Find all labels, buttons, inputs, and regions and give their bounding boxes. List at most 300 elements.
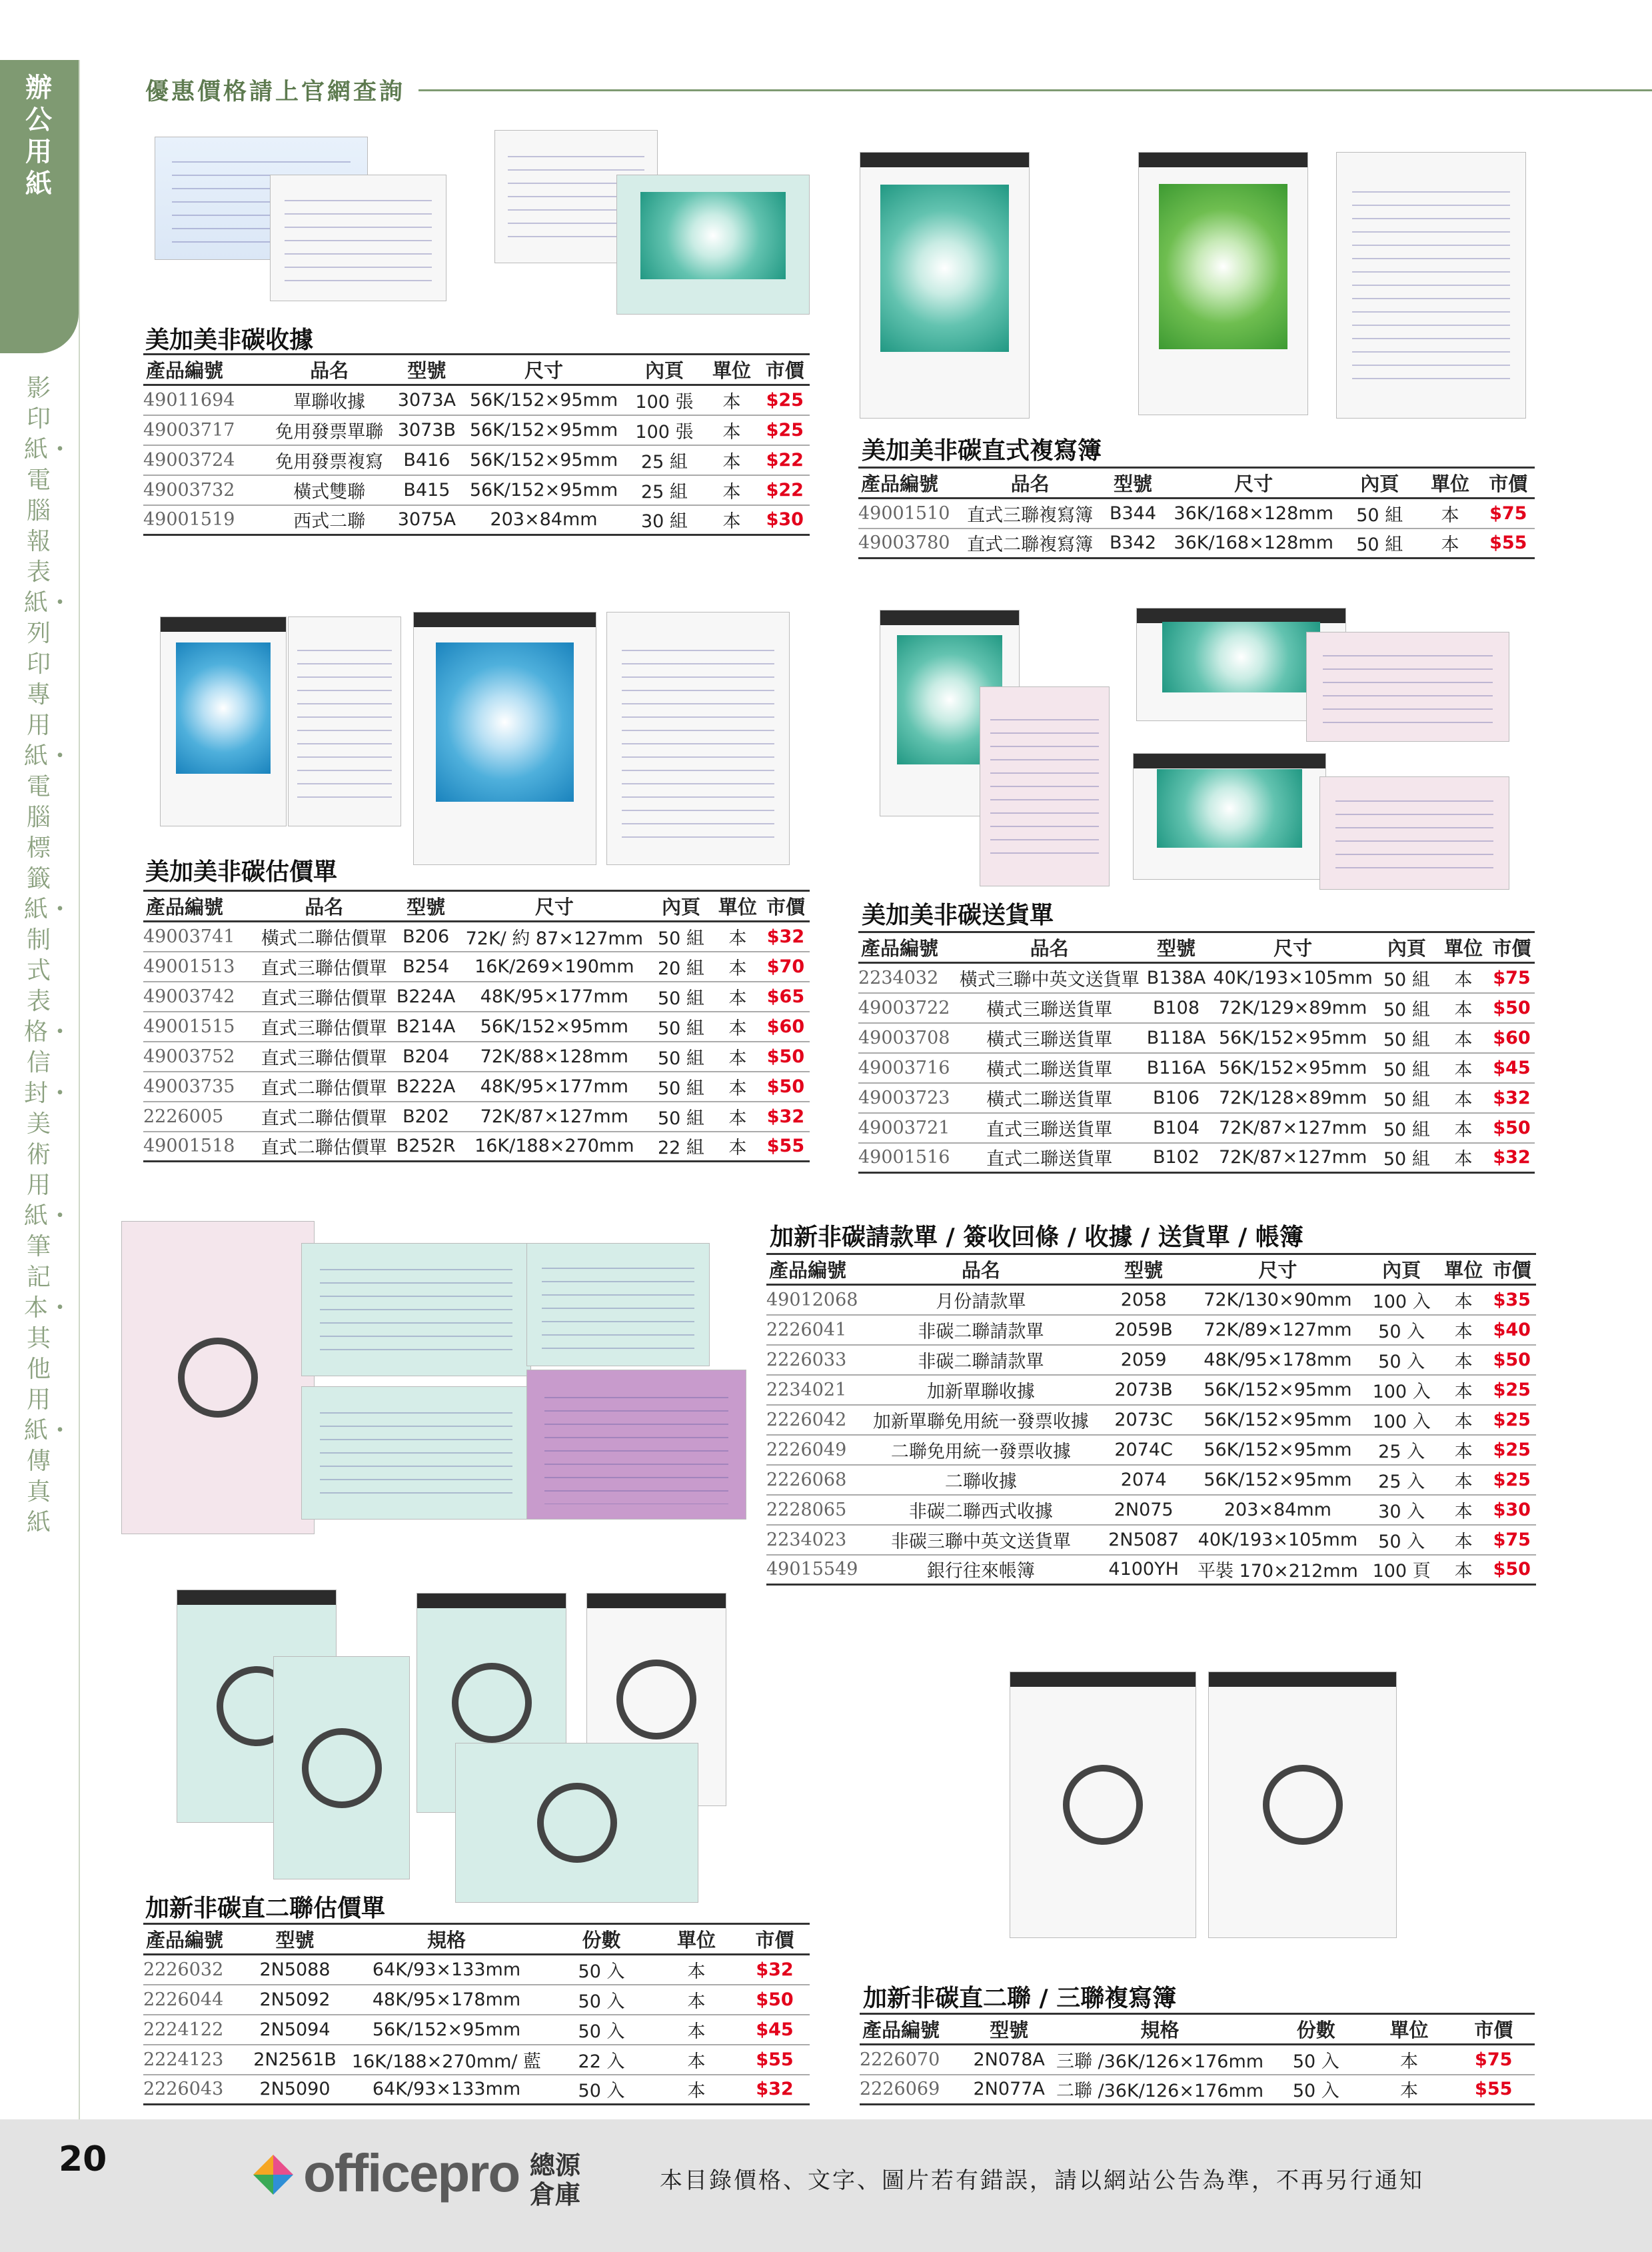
- product-code: 2226032: [143, 1955, 247, 1985]
- column-header: 品名: [257, 891, 392, 922]
- table-cell: 三聯 /36K/126×176mm: [1054, 2045, 1266, 2075]
- price: $75: [1489, 963, 1535, 993]
- price: $32: [740, 1955, 810, 1985]
- table-cell: 48K/95×177mm: [460, 1072, 649, 1102]
- price: $40: [1488, 1315, 1536, 1345]
- table-cell: 免用發票單聯: [267, 415, 391, 445]
- column-header: 市價: [760, 355, 810, 385]
- table-header-row: [143, 355, 810, 385]
- form-lines: [542, 1256, 694, 1353]
- column-header: 市價: [1452, 2014, 1535, 2045]
- price: $32: [1489, 1143, 1535, 1173]
- chashin-logo-icon: [1263, 1765, 1343, 1845]
- table-cell: 本: [1439, 1525, 1487, 1555]
- column-header: 尺寸: [1192, 1254, 1364, 1285]
- cover-art: [1159, 184, 1287, 349]
- section-title-chashin-estimates: 加新非碳直二聯估價單: [145, 1895, 386, 1922]
- table-cell: 直式二聯估價單: [257, 1102, 392, 1132]
- table-row: [143, 2045, 810, 2075]
- table-cell: 25 入: [1363, 1465, 1439, 1495]
- form-lines: [622, 638, 774, 839]
- table-cell: 2N075: [1096, 1495, 1192, 1525]
- table-cell: 56K/152×95mm: [343, 2015, 550, 2045]
- table-cell: 16K/188×270mm: [460, 1132, 649, 1162]
- product-table-delivery: [858, 931, 1535, 1174]
- product-image-36k-duplicate-book: [1138, 152, 1308, 415]
- book-binding: [587, 1594, 726, 1608]
- table-cell: 72K/128×89mm: [1210, 1083, 1375, 1113]
- form-lines: [990, 707, 1098, 866]
- table-cell: B138A: [1142, 963, 1211, 993]
- table-cell: 本: [653, 2015, 740, 2045]
- table-cell: 50 組: [648, 1102, 714, 1132]
- table-cell: 本: [1365, 2075, 1452, 2105]
- product-image-40k-delivery-inner: [1306, 632, 1509, 742]
- column-header: 型號: [964, 2014, 1054, 2045]
- price: $25: [1488, 1435, 1536, 1465]
- form-lines: [285, 188, 432, 288]
- table-cell: 50 入: [550, 2015, 653, 2045]
- column-header: 產品編號: [858, 932, 957, 963]
- price: $45: [1489, 1053, 1535, 1083]
- table-row: [143, 1042, 810, 1072]
- chashin-logo-icon: [452, 1663, 532, 1743]
- table-row: [858, 963, 1535, 993]
- table-cell: 50 組: [1375, 1113, 1438, 1143]
- table-cell: 直式三聯估價單: [257, 1012, 392, 1042]
- page-number: 20: [59, 2139, 107, 2179]
- table-cell: 22 入: [550, 2045, 653, 2075]
- table-cell: 銀行往來帳簿: [866, 1555, 1096, 1585]
- table-row: [143, 1012, 810, 1042]
- table-cell: 72K/89×127mm: [1192, 1315, 1364, 1345]
- table-row: [143, 1102, 810, 1132]
- column-header: 市價: [740, 1924, 810, 1955]
- product-image-invoice-receipt: [270, 175, 446, 301]
- table-cell: 本: [653, 2075, 740, 2105]
- product-code: 49001510: [858, 499, 960, 529]
- table-cell: 50 入: [1363, 1345, 1439, 1375]
- column-header: 產品編號: [143, 1924, 247, 1955]
- product-code: 49003780: [858, 529, 960, 559]
- price: $50: [1489, 1113, 1535, 1143]
- table-cell: 橫式二聯送貨單: [957, 1053, 1142, 1083]
- table-cell: 直式二聯送貨單: [957, 1143, 1142, 1173]
- table-cell: 本: [714, 922, 762, 952]
- product-image-2n5092: [273, 1656, 410, 1879]
- product-code: 2226041: [766, 1315, 866, 1345]
- table-cell: 100 入: [1363, 1405, 1439, 1435]
- book-binding: [1209, 1672, 1396, 1687]
- table-cell: 本: [1439, 1465, 1487, 1495]
- table-row: [858, 1023, 1535, 1053]
- product-table-receipts: [143, 353, 810, 536]
- product-image-16k-estimate: [413, 612, 596, 865]
- book-binding: [880, 610, 1019, 625]
- table-row: [858, 1143, 1535, 1173]
- column-header: 型號: [392, 891, 460, 922]
- table-cell: 56K/152×95mm: [1192, 1465, 1364, 1495]
- book-binding: [1137, 608, 1345, 623]
- table-cell: 50 入: [1266, 2045, 1365, 2075]
- book-binding: [1134, 754, 1325, 768]
- chashin-logo-icon: [616, 1660, 696, 1739]
- table-cell: B108: [1142, 993, 1211, 1023]
- table-row: [766, 1375, 1536, 1405]
- table-cell: 56K/152×95mm: [462, 385, 626, 415]
- table-cell: 56K/152×95mm: [462, 415, 626, 445]
- table-cell: 本: [714, 1102, 762, 1132]
- table-cell: B206: [392, 922, 460, 952]
- table-cell: 3073A: [391, 385, 462, 415]
- table-row: [766, 1465, 1536, 1495]
- table-row: [766, 1495, 1536, 1525]
- product-table-chashin-forms: [766, 1253, 1536, 1586]
- price: $32: [740, 2075, 810, 2105]
- table-row: [766, 1555, 1536, 1585]
- table-cell: 16K/269×190mm: [460, 952, 649, 982]
- product-code: 49003721: [858, 1113, 957, 1143]
- table-cell: 100 張: [625, 415, 703, 445]
- product-table-chashin-books: [860, 2013, 1535, 2105]
- table-cell: 2N5094: [247, 2015, 343, 2045]
- column-header: 市價: [1489, 932, 1535, 963]
- column-header: 市價: [762, 891, 810, 922]
- column-header: 型號: [1100, 468, 1166, 499]
- book-binding: [177, 1590, 336, 1605]
- column-header: 產品編號: [860, 2014, 964, 2045]
- table-cell: B344: [1100, 499, 1166, 529]
- form-lines: [297, 638, 391, 804]
- price: $50: [1488, 1345, 1536, 1375]
- table-row: [766, 1525, 1536, 1555]
- product-code: 49003717: [143, 415, 267, 445]
- table-cell: 本: [1438, 1113, 1489, 1143]
- table-cell: B222A: [392, 1072, 460, 1102]
- product-code: 2226070: [860, 2045, 964, 2075]
- table-row: [858, 499, 1535, 529]
- table-cell: B342: [1100, 529, 1166, 559]
- table-cell: 2N2561B: [247, 2045, 343, 2075]
- table-cell: 加新單聯免用統一發票收據: [866, 1405, 1096, 1435]
- table-cell: 100 入: [1363, 1285, 1439, 1315]
- product-code: 49003732: [143, 475, 267, 505]
- table-cell: B214A: [392, 1012, 460, 1042]
- table-cell: 本: [1439, 1495, 1487, 1525]
- product-code: 2226049: [766, 1435, 866, 1465]
- table-cell: 203×84mm: [462, 505, 626, 535]
- form-lines: [1352, 179, 1511, 391]
- product-code: 49003722: [858, 993, 957, 1023]
- table-cell: 本: [1439, 1285, 1487, 1315]
- table-header-row: [766, 1254, 1536, 1285]
- table-cell: 203×84mm: [1192, 1495, 1364, 1525]
- table-cell: 30 組: [625, 505, 703, 535]
- table-cell: 25 入: [1363, 1435, 1439, 1465]
- product-code: 49003708: [858, 1023, 957, 1053]
- table-row: [858, 993, 1535, 1023]
- price: $32: [762, 1102, 810, 1132]
- table-cell: 本: [714, 1132, 762, 1162]
- product-code: 49001519: [143, 505, 267, 535]
- product-code: 2226069: [860, 2075, 964, 2105]
- table-row: [143, 475, 810, 505]
- price: $55: [1482, 529, 1535, 559]
- price: $60: [762, 1012, 810, 1042]
- product-code: 2226005: [143, 1102, 257, 1132]
- table-row: [143, 385, 810, 415]
- table-row: [766, 1435, 1536, 1465]
- product-code: 2228065: [766, 1495, 866, 1525]
- table-cell: 直式二聯估價單: [257, 1132, 392, 1162]
- table-cell: 36K/168×128mm: [1166, 529, 1341, 559]
- table-cell: 2073C: [1096, 1405, 1192, 1435]
- product-code: 49001516: [858, 1143, 957, 1173]
- table-cell: 本: [703, 505, 760, 535]
- table-cell: 2N077A: [964, 2075, 1054, 2105]
- table-cell: 月份請款單: [866, 1285, 1096, 1315]
- column-header: 份數: [1266, 2014, 1365, 2045]
- table-cell: 2059B: [1096, 1315, 1192, 1345]
- table-cell: 本: [1418, 529, 1481, 559]
- product-image-monthly-request: [526, 1370, 746, 1520]
- section-title-chashin-books: 加新非碳直二聯 / 三聯複寫簿: [863, 1985, 1177, 2012]
- table-cell: 50 入: [1363, 1315, 1439, 1345]
- form-lines: [1323, 643, 1493, 730]
- table-cell: 25 組: [625, 475, 703, 505]
- book-binding: [1010, 1672, 1196, 1687]
- table-cell: 20 組: [648, 952, 714, 982]
- table-cell: 56K/152×95mm: [1210, 1023, 1375, 1053]
- product-image-2n078a: [1010, 1672, 1196, 1938]
- column-header: 型號: [247, 1924, 343, 1955]
- table-cell: 直式三聯送貨單: [957, 1113, 1142, 1143]
- table-cell: 本: [1438, 963, 1489, 993]
- table-cell: 平裝 170×212mm: [1192, 1555, 1364, 1585]
- column-header: 內頁: [1341, 468, 1418, 499]
- table-cell: 本: [703, 385, 760, 415]
- table-cell: 非碳二聯請款單: [866, 1345, 1096, 1375]
- table-cell: 30 入: [1363, 1495, 1439, 1525]
- product-code: 2234032: [858, 963, 957, 993]
- logo-subtext-bottom: 倉庫: [530, 2180, 581, 2209]
- product-image-16k-estimate-inner: [606, 612, 790, 865]
- form-lines: [320, 1257, 512, 1362]
- product-code: 49003723: [858, 1083, 957, 1113]
- table-cell: 50 組: [1375, 1053, 1438, 1083]
- table-cell: 56K/152×95mm: [1192, 1435, 1364, 1465]
- book-binding: [417, 1594, 566, 1608]
- table-cell: 2074C: [1096, 1435, 1192, 1465]
- table-cell: 橫式三聯送貨單: [957, 993, 1142, 1023]
- side-divider: [79, 60, 80, 2119]
- table-cell: 本: [1439, 1315, 1487, 1345]
- price: $25: [760, 385, 810, 415]
- table-row: [143, 505, 810, 535]
- price: $45: [740, 2015, 810, 2045]
- product-image-56k-delivery-inner: [1319, 776, 1509, 890]
- column-header: 單位: [653, 1924, 740, 1955]
- table-cell: 56K/152×95mm: [462, 445, 626, 475]
- section-title-copy-books: 美加美非碳直式複寫簿: [862, 437, 1102, 465]
- table-cell: 72K/129×89mm: [1210, 993, 1375, 1023]
- book-binding: [161, 617, 286, 632]
- table-cell: 72K/87×127mm: [1210, 1113, 1375, 1143]
- product-image-56k-delivery: [1133, 753, 1326, 880]
- product-code: 2234023: [766, 1525, 866, 1555]
- form-lines: [1335, 788, 1494, 878]
- table-cell: 72K/130×90mm: [1192, 1285, 1364, 1315]
- table-cell: 2N5087: [1096, 1525, 1192, 1555]
- price: $50: [762, 1072, 810, 1102]
- product-code: 2226068: [766, 1465, 866, 1495]
- table-cell: 50 組: [1375, 993, 1438, 1023]
- column-header: 內頁: [625, 355, 703, 385]
- table-cell: B202: [392, 1102, 460, 1132]
- cover-art: [436, 642, 574, 801]
- table-cell: 50 組: [1341, 529, 1418, 559]
- table-cell: 本: [703, 475, 760, 505]
- column-header: 單位: [1439, 1254, 1487, 1285]
- table-cell: 40K/193×105mm: [1210, 963, 1375, 993]
- table-cell: 非碳二聯請款單: [866, 1315, 1096, 1345]
- table-row: [143, 445, 810, 475]
- table-cell: 非碳三聯中英文送貨單: [866, 1525, 1096, 1555]
- section-title-delivery: 美加美非碳送貨單: [862, 902, 1054, 929]
- table-cell: 40K/193×105mm: [1192, 1525, 1364, 1555]
- table-cell: 50 入: [550, 1985, 653, 2015]
- table-cell: 50 入: [1363, 1525, 1439, 1555]
- table-cell: 本: [1438, 1023, 1489, 1053]
- book-binding: [1139, 153, 1307, 167]
- column-header: 品名: [267, 355, 391, 385]
- price: $50: [1488, 1555, 1536, 1585]
- footer-disclaimer: 本目錄價格、文字、圖片若有錯誤，請以網站公告為準，不再另行通知: [660, 2167, 1424, 2194]
- cover-art: [880, 185, 1008, 352]
- table-cell: 3075A: [391, 505, 462, 535]
- table-cell: 100 頁: [1363, 1555, 1439, 1585]
- table-cell: 2N078A: [964, 2045, 1054, 2075]
- category-subtitle: 影印紙・電腦報表紙・列印專用紙・電腦標籤紙・制式表格・信封・美術用紙・筆記本・其他用紙・傳真紙: [24, 375, 73, 1536]
- column-header: 品名: [957, 932, 1142, 963]
- table-cell: 2N5090: [247, 2075, 343, 2105]
- cover-art: [1162, 622, 1321, 692]
- product-code: 2226044: [143, 1985, 247, 2015]
- price: $55: [762, 1132, 810, 1162]
- column-header: 產品編號: [143, 355, 267, 385]
- table-header-row: [860, 2014, 1535, 2045]
- column-header: 尺寸: [460, 891, 649, 922]
- column-header: 尺寸: [462, 355, 626, 385]
- table-cell: B224A: [392, 982, 460, 1012]
- chashin-logo-icon: [302, 1728, 382, 1808]
- logo-text: officepro: [303, 2143, 520, 2203]
- table-cell: 本: [1439, 1555, 1487, 1585]
- column-header: 單位: [703, 355, 760, 385]
- price: $32: [762, 922, 810, 952]
- table-cell: 橫式三聯中英文送貨單: [957, 963, 1142, 993]
- table-cell: 25 組: [625, 445, 703, 475]
- category-title: 辦公用紙: [25, 73, 52, 199]
- product-image-2n5090: [455, 1743, 698, 1903]
- column-header: 市價: [1488, 1254, 1536, 1285]
- table-cell: 直式三聯估價單: [257, 952, 392, 982]
- table-cell: 橫式二聯估價單: [257, 922, 392, 952]
- table-row: [143, 1132, 810, 1162]
- table-row: [143, 2075, 810, 2105]
- table-cell: 50 組: [1341, 499, 1418, 529]
- table-cell: B118A: [1142, 1023, 1211, 1053]
- table-row: [858, 1113, 1535, 1143]
- page-header: [145, 73, 1652, 107]
- header-rule: [418, 89, 1652, 91]
- section-title-receipts: 美加美非碳收據: [145, 327, 314, 354]
- product-image-36k-triplicate-book: [860, 152, 1030, 419]
- table-cell: 本: [1439, 1435, 1487, 1465]
- table-header-row: [858, 932, 1535, 963]
- column-header: 規格: [343, 1924, 550, 1955]
- product-image-request-form: [121, 1221, 315, 1534]
- table-cell: 50 組: [648, 1042, 714, 1072]
- table-cell: 加新單聯收據: [866, 1375, 1096, 1405]
- table-cell: 橫式二聯送貨單: [957, 1083, 1142, 1113]
- table-cell: 56K/152×95mm: [462, 475, 626, 505]
- officepro-logo-icon: [247, 2151, 300, 2198]
- table-row: [858, 1053, 1535, 1083]
- column-header: 份數: [550, 1924, 653, 1955]
- table-cell: 本: [653, 1955, 740, 1985]
- table-cell: 直式二聯複寫簿: [960, 529, 1099, 559]
- table-cell: 2073B: [1096, 1375, 1192, 1405]
- table-row: [143, 1985, 810, 2015]
- table-cell: 本: [1365, 2045, 1452, 2075]
- table-cell: 2N5088: [247, 1955, 343, 1985]
- table-cell: 本: [703, 445, 760, 475]
- table-cell: 二聯 /36K/126×176mm: [1054, 2075, 1266, 2105]
- table-row: [860, 2075, 1535, 2105]
- cover-art: [640, 192, 786, 279]
- table-cell: B415: [391, 475, 462, 505]
- table-cell: 本: [714, 1012, 762, 1042]
- book-binding: [414, 612, 596, 627]
- table-cell: 36K/168×128mm: [1166, 499, 1341, 529]
- column-header: 內頁: [1375, 932, 1438, 963]
- product-image-2074c-receipt: [301, 1386, 531, 1520]
- price: $70: [762, 952, 810, 982]
- table-row: [858, 1083, 1535, 1113]
- product-code: 2226042: [766, 1405, 866, 1435]
- table-cell: 西式二聯: [267, 505, 391, 535]
- table-row: [766, 1285, 1536, 1315]
- product-code: 49003741: [143, 922, 257, 952]
- table-cell: 本: [703, 415, 760, 445]
- product-image-book-inner-page: [1336, 152, 1526, 419]
- table-cell: 直式三聯估價單: [257, 1042, 392, 1072]
- table-cell: 22 組: [648, 1132, 714, 1162]
- table-cell: 50 組: [1375, 1023, 1438, 1053]
- table-cell: 本: [1439, 1405, 1487, 1435]
- column-header: 產品編號: [766, 1254, 866, 1285]
- table-cell: 直式三聯估價單: [257, 982, 392, 1012]
- price: $30: [1488, 1495, 1536, 1525]
- price: $50: [762, 1042, 810, 1072]
- table-cell: 本: [1438, 1083, 1489, 1113]
- table-cell: 50 組: [648, 1012, 714, 1042]
- column-header: 內頁: [648, 891, 714, 922]
- column-header: 市價: [1482, 468, 1535, 499]
- product-image-40k-delivery-chashin: [526, 1243, 710, 1366]
- table-cell: 橫式三聯送貨單: [957, 1023, 1142, 1053]
